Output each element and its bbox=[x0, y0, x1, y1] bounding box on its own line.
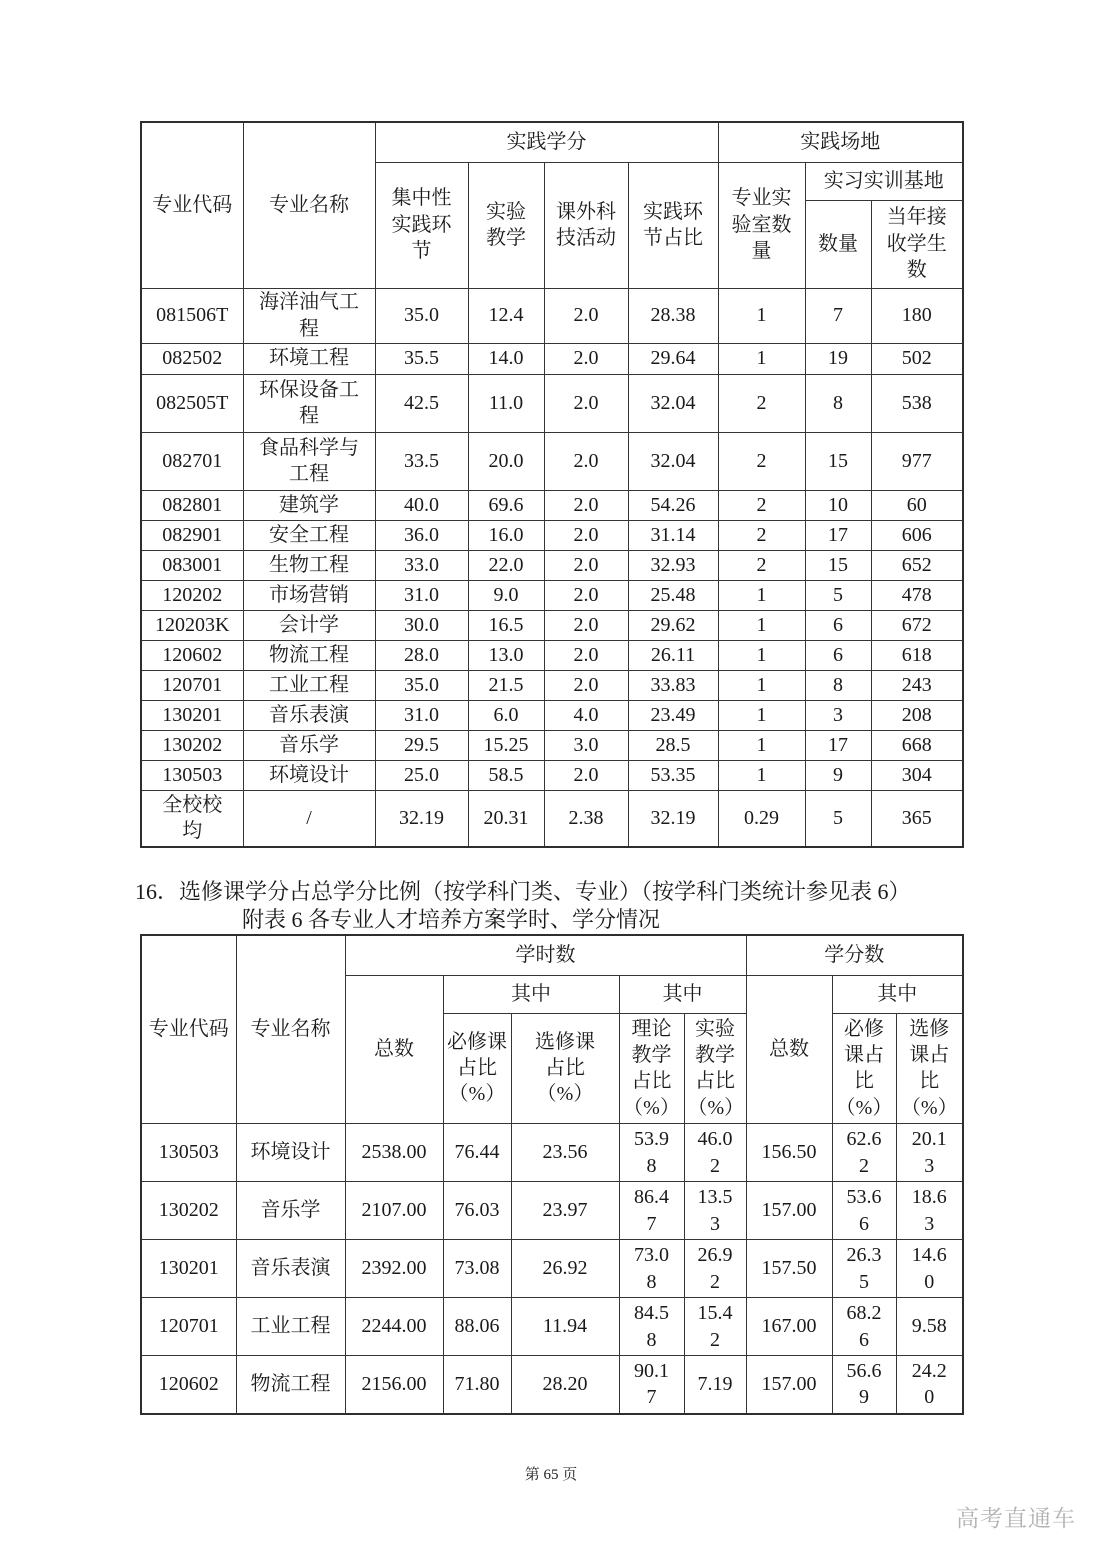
table-row bbox=[141, 1298, 963, 1356]
table-cell: 32.93 bbox=[628, 550, 718, 580]
table-row bbox=[141, 670, 963, 700]
table-cell: 2 bbox=[718, 520, 805, 550]
table-cell: 156.50 bbox=[746, 1124, 832, 1182]
table-cell: 2.0 bbox=[544, 432, 628, 490]
table-row bbox=[141, 1356, 963, 1414]
table-cell: 40.0 bbox=[375, 490, 468, 520]
col-header-major-code: 专业代码 bbox=[141, 122, 243, 288]
table-cell: 8 bbox=[805, 670, 871, 700]
table-cell: 23.97 bbox=[511, 1182, 619, 1240]
table-cell: 120202 bbox=[141, 580, 243, 610]
table-cell: 60 bbox=[871, 490, 963, 520]
table-cell: 环境工程 bbox=[243, 343, 375, 374]
group-header-practice-sites: 实践场地 bbox=[718, 122, 963, 162]
col-header-elective-hours-ratio: 选修课占比（%） bbox=[511, 1013, 619, 1124]
table-cell: 30.0 bbox=[375, 610, 468, 640]
col-header-experiment-teaching-ratio: 实验教学占比（%） bbox=[684, 1013, 746, 1124]
table-cell: 物流工程 bbox=[243, 640, 375, 670]
table-cell: 11.0 bbox=[468, 374, 544, 432]
table-cell: 2.0 bbox=[544, 374, 628, 432]
col-header-extracurricular-sci-tech: 课外科技活动 bbox=[544, 162, 628, 288]
table-cell: 食品科学与工程 bbox=[243, 432, 375, 490]
table-cell: 73.08 bbox=[619, 1240, 684, 1298]
table-cell: 1 bbox=[718, 700, 805, 730]
table-cell: 618 bbox=[871, 640, 963, 670]
table-cell: 130201 bbox=[141, 1240, 236, 1298]
table-cell: 53.98 bbox=[619, 1124, 684, 1182]
table2-header-row-1 bbox=[141, 935, 963, 975]
table-cell: 1 bbox=[718, 610, 805, 640]
col-header-required-hours-ratio: 必修课占比（%） bbox=[443, 1013, 511, 1124]
table-cell: 35.0 bbox=[375, 670, 468, 700]
table-cell: 8 bbox=[805, 374, 871, 432]
col-header-experiment-teaching: 实验教学 bbox=[468, 162, 544, 288]
table-cell: 167.00 bbox=[746, 1298, 832, 1356]
table-cell: 2.0 bbox=[544, 550, 628, 580]
table-cell: 69.6 bbox=[468, 490, 544, 520]
table-cell: 市场营销 bbox=[243, 580, 375, 610]
table-cell: 538 bbox=[871, 374, 963, 432]
table-cell: 62.62 bbox=[832, 1124, 896, 1182]
table-cell: 音乐表演 bbox=[243, 700, 375, 730]
table-cell: 2392.00 bbox=[345, 1240, 443, 1298]
table-cell: 5 bbox=[805, 580, 871, 610]
col-header-practice-ratio: 实践环节占比 bbox=[628, 162, 718, 288]
table-cell: 76.03 bbox=[443, 1182, 511, 1240]
table-cell: 环境设计 bbox=[243, 760, 375, 790]
hours-credits-table bbox=[140, 934, 964, 1415]
table-cell: 7.19 bbox=[684, 1356, 746, 1414]
table-cell: 32.04 bbox=[628, 432, 718, 490]
table-cell: 68.26 bbox=[832, 1298, 896, 1356]
table-row bbox=[141, 1124, 963, 1182]
table-cell: 9.58 bbox=[896, 1298, 963, 1356]
table-cell: 53.66 bbox=[832, 1182, 896, 1240]
table-cell: 音乐学 bbox=[236, 1182, 345, 1240]
table-cell: 建筑学 bbox=[243, 490, 375, 520]
table-row bbox=[141, 520, 963, 550]
table-cell: 23.56 bbox=[511, 1124, 619, 1182]
table-row bbox=[141, 700, 963, 730]
table-cell: 25.0 bbox=[375, 760, 468, 790]
table-cell: 会计学 bbox=[243, 610, 375, 640]
table-cell: 14.0 bbox=[468, 343, 544, 374]
table-cell: 26.35 bbox=[832, 1240, 896, 1298]
table-cell: 3.0 bbox=[544, 730, 628, 760]
table-cell: 9.0 bbox=[468, 580, 544, 610]
col-header-credits-total: 总数 bbox=[746, 975, 832, 1124]
table-cell: 28.0 bbox=[375, 640, 468, 670]
table-row bbox=[141, 730, 963, 760]
table-cell: 9 bbox=[805, 760, 871, 790]
watermark-text: 高考直通车 bbox=[956, 1506, 1076, 1531]
group-header-among-which-2: 其中 bbox=[619, 975, 746, 1013]
table-cell: 2.38 bbox=[544, 790, 628, 847]
table-cell: 22.0 bbox=[468, 550, 544, 580]
table-cell: 1 bbox=[718, 730, 805, 760]
table-cell: 工业工程 bbox=[243, 670, 375, 700]
table-cell: 120602 bbox=[141, 1356, 236, 1414]
table-cell: 157.00 bbox=[746, 1182, 832, 1240]
practice-credits-table bbox=[140, 121, 964, 848]
table-cell: 1 bbox=[718, 288, 805, 343]
table-cell: 17 bbox=[805, 520, 871, 550]
table-cell: 15 bbox=[805, 550, 871, 580]
table1-header-row-1 bbox=[141, 122, 963, 162]
table-cell: 082505T bbox=[141, 374, 243, 432]
table-row bbox=[141, 760, 963, 790]
table-cell: 36.0 bbox=[375, 520, 468, 550]
table-cell: 180 bbox=[871, 288, 963, 343]
table-cell: 6 bbox=[805, 610, 871, 640]
table-cell: 16.5 bbox=[468, 610, 544, 640]
table-cell: 130503 bbox=[141, 760, 243, 790]
table-cell: 31.0 bbox=[375, 700, 468, 730]
table2-body bbox=[141, 1124, 963, 1414]
table-cell: / bbox=[243, 790, 375, 847]
table-cell: 2244.00 bbox=[345, 1298, 443, 1356]
table-cell: 33.5 bbox=[375, 432, 468, 490]
table-cell: 2.0 bbox=[544, 580, 628, 610]
table-cell: 12.4 bbox=[468, 288, 544, 343]
table-cell: 243 bbox=[871, 670, 963, 700]
table-cell: 082502 bbox=[141, 343, 243, 374]
table-cell: 1 bbox=[718, 760, 805, 790]
col-header-hours-total: 总数 bbox=[345, 975, 443, 1124]
table-cell: 502 bbox=[871, 343, 963, 374]
group-header-training-base: 实习实训基地 bbox=[805, 162, 963, 200]
table-cell: 物流工程 bbox=[236, 1356, 345, 1414]
table-row bbox=[141, 288, 963, 343]
table-cell: 1 bbox=[718, 343, 805, 374]
table-cell: 86.47 bbox=[619, 1182, 684, 1240]
table-cell: 31.14 bbox=[628, 520, 718, 550]
table-cell: 28.20 bbox=[511, 1356, 619, 1414]
table-cell: 2.0 bbox=[544, 520, 628, 550]
table-row bbox=[141, 1240, 963, 1298]
table-cell: 130201 bbox=[141, 700, 243, 730]
table-cell: 977 bbox=[871, 432, 963, 490]
table-row bbox=[141, 1182, 963, 1240]
table-cell: 29.62 bbox=[628, 610, 718, 640]
table-row bbox=[141, 343, 963, 374]
table-cell: 082901 bbox=[141, 520, 243, 550]
table-row bbox=[141, 580, 963, 610]
col-header-students-received: 当年接收学生数 bbox=[871, 200, 963, 288]
table-cell: 2.0 bbox=[544, 490, 628, 520]
table-cell: 130202 bbox=[141, 1182, 236, 1240]
table-cell: 2.0 bbox=[544, 640, 628, 670]
table-cell: 2.0 bbox=[544, 288, 628, 343]
table-cell: 15.42 bbox=[684, 1298, 746, 1356]
table-cell: 54.26 bbox=[628, 490, 718, 520]
table-cell: 33.0 bbox=[375, 550, 468, 580]
table-cell: 20.31 bbox=[468, 790, 544, 847]
page-number: 第 65 页 bbox=[524, 1467, 578, 1483]
table-cell: 全校校均 bbox=[141, 790, 243, 847]
table-cell: 1 bbox=[718, 580, 805, 610]
table-cell: 6.0 bbox=[468, 700, 544, 730]
table-cell: 082801 bbox=[141, 490, 243, 520]
table-row bbox=[141, 490, 963, 520]
table-cell: 081506T bbox=[141, 288, 243, 343]
table-cell: 2.0 bbox=[544, 760, 628, 790]
table-cell: 11.94 bbox=[511, 1298, 619, 1356]
col-header-lab-room-count: 专业实验室数量 bbox=[718, 162, 805, 288]
table-cell: 4.0 bbox=[544, 700, 628, 730]
col-header-major-code: 专业代码 bbox=[141, 935, 236, 1124]
table-row bbox=[141, 610, 963, 640]
table-cell: 31.0 bbox=[375, 580, 468, 610]
col-header-major-name: 专业名称 bbox=[243, 122, 375, 288]
table-cell: 84.58 bbox=[619, 1298, 684, 1356]
table-cell: 16.0 bbox=[468, 520, 544, 550]
table-cell: 652 bbox=[871, 550, 963, 580]
table-cell: 33.83 bbox=[628, 670, 718, 700]
table-cell: 21.5 bbox=[468, 670, 544, 700]
group-header-credits: 学分数 bbox=[746, 935, 963, 975]
table-cell: 2.0 bbox=[544, 610, 628, 640]
table6-caption: 附表 6 各专业人才培养方案学时、学分情况 bbox=[242, 907, 661, 932]
col-header-base-count: 数量 bbox=[805, 200, 871, 288]
table-cell: 29.64 bbox=[628, 343, 718, 374]
table-cell: 15 bbox=[805, 432, 871, 490]
table-cell: 6 bbox=[805, 640, 871, 670]
col-header-elective-credits-ratio: 选修课占比（%） bbox=[896, 1013, 963, 1124]
table-cell: 安全工程 bbox=[243, 520, 375, 550]
table-cell: 46.02 bbox=[684, 1124, 746, 1182]
table-cell: 90.17 bbox=[619, 1356, 684, 1414]
table-cell: 365 bbox=[871, 790, 963, 847]
table-cell: 3 bbox=[805, 700, 871, 730]
table-cell: 32.19 bbox=[375, 790, 468, 847]
table-cell: 25.48 bbox=[628, 580, 718, 610]
table-cell: 17 bbox=[805, 730, 871, 760]
table-cell: 环境设计 bbox=[236, 1124, 345, 1182]
table-row bbox=[141, 374, 963, 432]
table-cell: 18.63 bbox=[896, 1182, 963, 1240]
table-cell: 海洋油气工程 bbox=[243, 288, 375, 343]
table-cell: 672 bbox=[871, 610, 963, 640]
table-cell: 20.0 bbox=[468, 432, 544, 490]
table-cell: 1 bbox=[718, 640, 805, 670]
table-cell: 130202 bbox=[141, 730, 243, 760]
table-cell: 13.0 bbox=[468, 640, 544, 670]
table-cell: 120203K bbox=[141, 610, 243, 640]
table-cell: 157.50 bbox=[746, 1240, 832, 1298]
table1-body bbox=[141, 288, 963, 847]
group-header-practice-credits: 实践学分 bbox=[375, 122, 718, 162]
section-item-16: 16．选修课学分占总学分比例（按学科门类、专业）（按学科门类统计参见表 6） bbox=[135, 879, 911, 904]
table-cell: 26.92 bbox=[511, 1240, 619, 1298]
table-cell: 29.5 bbox=[375, 730, 468, 760]
table-cell: 56.69 bbox=[832, 1356, 896, 1414]
table-cell: 32.19 bbox=[628, 790, 718, 847]
table-cell: 88.06 bbox=[443, 1298, 511, 1356]
table-row bbox=[141, 640, 963, 670]
table-cell: 环保设备工程 bbox=[243, 374, 375, 432]
col-header-concentrated-practice: 集中性实践环节 bbox=[375, 162, 468, 288]
table-cell: 2 bbox=[718, 490, 805, 520]
table-cell: 13.53 bbox=[684, 1182, 746, 1240]
table-cell: 生物工程 bbox=[243, 550, 375, 580]
table-cell: 71.80 bbox=[443, 1356, 511, 1414]
table-cell: 083001 bbox=[141, 550, 243, 580]
table-row bbox=[141, 432, 963, 490]
table-cell: 304 bbox=[871, 760, 963, 790]
table-cell: 音乐表演 bbox=[236, 1240, 345, 1298]
table-cell: 2.0 bbox=[544, 343, 628, 374]
group-header-among-which-1: 其中 bbox=[443, 975, 619, 1013]
table-cell: 14.60 bbox=[896, 1240, 963, 1298]
table-cell: 5 bbox=[805, 790, 871, 847]
col-header-required-credits-ratio: 必修课占比（%） bbox=[832, 1013, 896, 1124]
table-cell: 668 bbox=[871, 730, 963, 760]
table-cell: 2.0 bbox=[544, 670, 628, 700]
table-cell: 35.0 bbox=[375, 288, 468, 343]
table-cell: 28.38 bbox=[628, 288, 718, 343]
table-cell: 42.5 bbox=[375, 374, 468, 432]
table-cell: 1 bbox=[718, 670, 805, 700]
table-cell: 28.5 bbox=[628, 730, 718, 760]
group-header-among-which-3: 其中 bbox=[832, 975, 963, 1013]
table-cell: 157.00 bbox=[746, 1356, 832, 1414]
table-cell: 2 bbox=[718, 374, 805, 432]
table2-header bbox=[141, 935, 963, 1124]
table-cell: 19 bbox=[805, 343, 871, 374]
table-cell: 58.5 bbox=[468, 760, 544, 790]
table-cell: 24.20 bbox=[896, 1356, 963, 1414]
table-row bbox=[141, 550, 963, 580]
table-cell: 120602 bbox=[141, 640, 243, 670]
table-cell: 35.5 bbox=[375, 343, 468, 374]
table-cell: 120701 bbox=[141, 670, 243, 700]
table-cell: 26.11 bbox=[628, 640, 718, 670]
table-cell: 0.29 bbox=[718, 790, 805, 847]
table-cell: 082701 bbox=[141, 432, 243, 490]
table-cell: 7 bbox=[805, 288, 871, 343]
table-cell: 20.13 bbox=[896, 1124, 963, 1182]
table1-header bbox=[141, 122, 963, 288]
table-cell: 2 bbox=[718, 550, 805, 580]
table-cell: 2107.00 bbox=[345, 1182, 443, 1240]
table-cell: 130503 bbox=[141, 1124, 236, 1182]
table-cell: 15.25 bbox=[468, 730, 544, 760]
table-cell: 76.44 bbox=[443, 1124, 511, 1182]
table-row bbox=[141, 790, 963, 847]
table-cell: 2 bbox=[718, 432, 805, 490]
table-cell: 53.35 bbox=[628, 760, 718, 790]
table-cell: 23.49 bbox=[628, 700, 718, 730]
table-cell: 工业工程 bbox=[236, 1298, 345, 1356]
col-header-major-name: 专业名称 bbox=[236, 935, 345, 1124]
table-cell: 音乐学 bbox=[243, 730, 375, 760]
table-cell: 606 bbox=[871, 520, 963, 550]
table-cell: 2538.00 bbox=[345, 1124, 443, 1182]
table-cell: 478 bbox=[871, 580, 963, 610]
table-cell: 26.92 bbox=[684, 1240, 746, 1298]
table-cell: 10 bbox=[805, 490, 871, 520]
table-cell: 73.08 bbox=[443, 1240, 511, 1298]
table-cell: 208 bbox=[871, 700, 963, 730]
group-header-hours: 学时数 bbox=[345, 935, 746, 975]
table-cell: 2156.00 bbox=[345, 1356, 443, 1414]
col-header-theory-teaching-ratio: 理论教学占比（%） bbox=[619, 1013, 684, 1124]
table-cell: 32.04 bbox=[628, 374, 718, 432]
table-cell: 120701 bbox=[141, 1298, 236, 1356]
